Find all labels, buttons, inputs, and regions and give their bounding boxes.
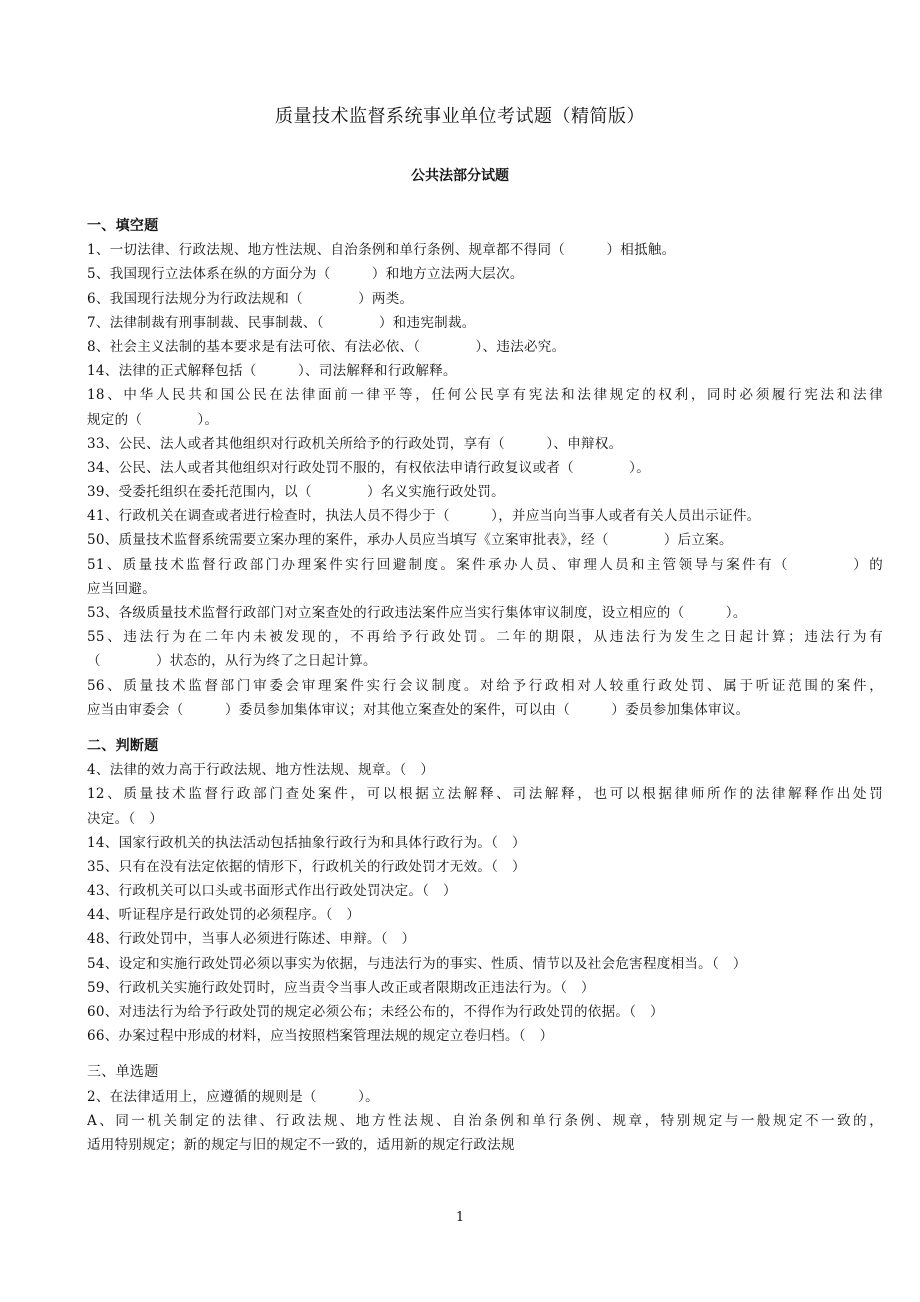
question-line: 8、社会主义法制的基本要求是有法可依、有法必依、（ ）、违法必究。 — [87, 338, 566, 355]
option-line: 适用特别规定；新的规定与旧的规定不一致的，适用新的规定行政法规 — [87, 1136, 515, 1153]
section-gap — [87, 722, 883, 734]
question-line: 56、质量技术监督部门审委会审理案件实行会议制度。对给予行政相对人较重行政处罚、属于听证范围的案件， — [87, 677, 883, 694]
question-line: 7、法律制裁有刑事制裁、民事制裁、（ ）和违宪制裁。 — [87, 314, 476, 331]
judge-questions — [87, 758, 883, 1048]
question-line: 43、行政机关可以口头或书面形式作出行政处罚决定。（ ） — [87, 883, 457, 900]
section-heading-choice: 三、单选题 — [87, 1064, 159, 1081]
question-line: 2、在法律适用上，应遵循的规则是（ ）。 — [87, 1088, 379, 1105]
question-line: 决定。（ ） — [87, 810, 164, 827]
question-line: 44、听证程序是行政处罚的必须程序。（ ） — [87, 907, 361, 924]
question-line: 1、一切法律、行政法规、地方性法规、自治条例和单行条例、规章都不得同（ ）相抵触。 — [87, 242, 676, 259]
question-line: 14、法律的正式解释包括（ ）、司法解释和行政解释。 — [87, 363, 457, 380]
choice-questions — [87, 1085, 883, 1158]
question-line: 66、办案过程中形成的材料，应当按照档案管理法规的规定立卷归档。（ ） — [87, 1028, 554, 1045]
question-line: 应当回避。 — [87, 580, 156, 597]
question-line: 50、质量技术监督系统需要立案办理的案件，承办人员应当填写《立案审批表》，经（ ）后立案。 — [87, 532, 733, 549]
question-line: 54、设定和实施行政处罚必须以事实为依据，与违法行为的事实、性质、情节以及社会危害程度相当。（ ） — [87, 955, 747, 972]
question-line: 34、公民、法人或者其他组织对行政处罚不服的，有权依法申请行政复议或者（ ）。 — [87, 459, 651, 476]
question-line: 35、只有在没有法定依据的情形下，行政机关的行政处罚才无效。（ ） — [87, 858, 526, 875]
question-line: 5、我国现行立法体系在纵的方面分为（ ）和地方立法两大层次。 — [87, 266, 524, 283]
document-body — [87, 214, 883, 1157]
option-line: A、同一机关制定的法律、行政法规、地方性法规、自治条例和单行条例、规章，特别规定与一般规定不一致的， — [87, 1112, 883, 1129]
document-title: 质量技术监督系统事业单位考试题（精简版） — [275, 106, 645, 127]
question-line: 33、公民、法人或者其他组织对行政机关所给予的行政处罚，享有（ ）、申辩权。 — [87, 435, 623, 452]
question-line: 6、我国现行法规分为行政法规和（ ）两类。 — [87, 290, 414, 307]
fill-questions — [87, 238, 883, 722]
question-line: 59、行政机关实施行政处罚时，应当责令当事人改正或者限期改正违法行为。（ ） — [87, 979, 595, 996]
question-line: 规定的（ ）。 — [87, 411, 219, 428]
section-heading-fill: 一、填空题 — [87, 218, 159, 234]
question-line: 48、行政处罚中，当事人必须进行陈述、申辩。（ ） — [87, 931, 416, 948]
question-line: 51、质量技术监督行政部门办理案件实行回避制度。案件承办人员、审理人员和主管领导与案件有（ ）的 — [87, 556, 883, 573]
question-line: 14、国家行政机关的执法活动包括抽象行政行为和具体行政行为。（ ） — [87, 834, 526, 851]
question-line: 53、各级质量技术监督行政部门对立案查处的行政违法案件应当实行集体审议制度，设立相应的（ ）。 — [87, 605, 747, 621]
question-line: 应当由审委会（ ）委员参加集体审议；对其他立案查处的案件，可以由（ ）委员参加集体审议。 — [87, 701, 750, 718]
page-number: 1 — [455, 1210, 465, 1225]
section-gap — [87, 1048, 883, 1060]
section-heading-judge: 二、判断题 — [87, 737, 159, 754]
question-line: （ ）状态的，从行为终了之日起计算。 — [87, 653, 377, 670]
question-line: 39、受委托组织在委托范围内，以（ ）名义实施行政处罚。 — [87, 484, 505, 501]
question-line: 18、中华人民共和国公民在法律面前一律平等，任何公民享有宪法和法律规定的权利，同时必须履行宪法和法律 — [87, 387, 883, 404]
question-line: 12、质量技术监督行政部门查处案件，可以根据立法解释、司法解释，也可以根据律师所作的法律解释作出处罚 — [87, 786, 883, 803]
question-line: 4、法律的效力高于行政法规、地方性法规、规章。（ ） — [87, 762, 435, 779]
question-line: 55、违法行为在二年内未被发现的，不再给予行政处罚。二年的期限，从违法行为发生之日起计算；违法行为有 — [87, 629, 883, 646]
question-line: 60、对违法行为给予行政处罚的规定必须公布；未经公布的，不得作为行政处罚的依据。（ ） — [87, 1004, 664, 1020]
question-line: 41、行政机关在调查或者进行检查时，执法人员不得少于（ ），并应当向当事人或者有关人员出示证件。 — [87, 508, 761, 525]
document-subtitle: 公共法部分试题 — [411, 168, 509, 184]
